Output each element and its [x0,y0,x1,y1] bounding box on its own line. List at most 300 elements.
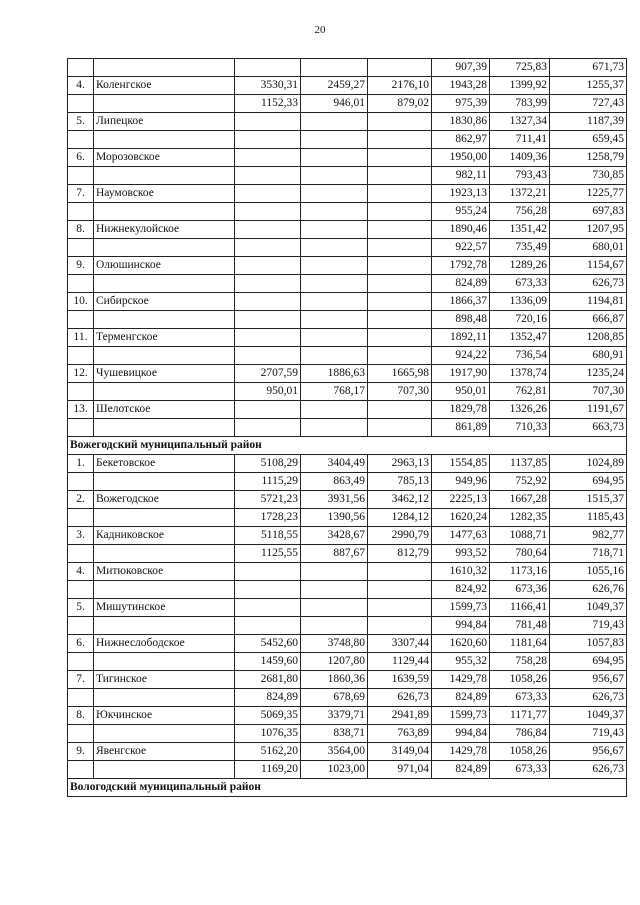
value-cell-6: 680,01 [550,239,627,257]
value-cell-5: 1166,41 [490,599,550,617]
row-number: 11. [68,329,94,347]
value-cell-6: 1225,77 [550,185,627,203]
value-cell-6: 626,73 [550,689,627,707]
table-row [68,545,627,563]
settlement-name [94,509,235,527]
value-cell-2: 863,49 [301,473,368,491]
value-cell-1 [235,275,301,293]
row-number [68,617,94,635]
value-cell-1 [235,113,301,131]
value-cell-3: 626,73 [368,689,432,707]
value-cell-6: 671,73 [550,59,627,77]
row-number: 7. [68,671,94,689]
value-cell-4: 1890,46 [432,221,490,239]
value-cell-4: 1892,11 [432,329,490,347]
value-cell-3 [368,329,432,347]
value-cell-1: 1459,60 [235,653,301,671]
row-number [68,311,94,329]
table-row [68,455,627,473]
value-cell-2 [301,221,368,239]
value-cell-5: 1352,47 [490,329,550,347]
row-number [68,419,94,437]
value-cell-5: 1137,85 [490,455,550,473]
value-cell-1 [235,185,301,203]
value-cell-1: 2707,59 [235,365,301,383]
value-cell-1 [235,257,301,275]
value-cell-2 [301,617,368,635]
value-cell-4: 994,84 [432,725,490,743]
table-row [68,365,627,383]
value-cell-5: 725,83 [490,59,550,77]
table-row [68,617,627,635]
value-cell-4: 862,97 [432,131,490,149]
value-cell-4: 1917,90 [432,365,490,383]
value-cell-3 [368,149,432,167]
settlement-name: Чушевицкое [94,365,235,383]
value-cell-5: 781,48 [490,617,550,635]
value-cell-1: 1169,20 [235,761,301,779]
value-cell-5: 1399,92 [490,77,550,95]
table-row [68,113,627,131]
table-row [68,293,627,311]
value-cell-2 [301,257,368,275]
value-cell-3 [368,59,432,77]
table-row [68,725,627,743]
table-row [68,275,627,293]
settlement-name: Шелотское [94,401,235,419]
value-cell-1 [235,311,301,329]
page-number: 20 [314,24,326,36]
value-cell-4: 1829,78 [432,401,490,419]
settlement-name: Бекетовское [94,455,235,473]
value-cell-4: 1923,13 [432,185,490,203]
value-cell-3 [368,257,432,275]
row-number [68,545,94,563]
value-cell-2 [301,149,368,167]
settlement-name [94,725,235,743]
value-cell-5: 720,16 [490,311,550,329]
value-cell-5: 711,41 [490,131,550,149]
value-cell-1 [235,221,301,239]
value-cell-5: 756,28 [490,203,550,221]
value-cell-2: 838,71 [301,725,368,743]
table-row [68,491,627,509]
value-cell-5: 673,33 [490,275,550,293]
value-cell-4: 949,96 [432,473,490,491]
settlement-name [94,419,235,437]
value-cell-6: 694,95 [550,473,627,491]
row-number: 5. [68,599,94,617]
value-cell-2 [301,203,368,221]
value-cell-5: 673,33 [490,689,550,707]
value-cell-1: 1076,35 [235,725,301,743]
row-number [68,725,94,743]
value-cell-1 [235,167,301,185]
value-cell-1 [235,581,301,599]
value-cell-4: 1610,32 [432,563,490,581]
settlement-name [94,617,235,635]
settlement-name: Нижнеслободское [94,635,235,653]
value-cell-5: 1351,42 [490,221,550,239]
row-number: 8. [68,707,94,725]
table-row [68,257,627,275]
value-cell-5: 752,92 [490,473,550,491]
table-row [68,59,627,77]
row-number: 1. [68,455,94,473]
value-cell-5: 762,81 [490,383,550,401]
table-row [68,581,627,599]
table-row [68,689,627,707]
value-cell-5: 1372,21 [490,185,550,203]
value-cell-2: 1860,36 [301,671,368,689]
settlement-name [94,761,235,779]
value-cell-3 [368,113,432,131]
value-cell-4: 824,89 [432,761,490,779]
settlement-name: Морозовское [94,149,235,167]
value-cell-4: 1950,00 [432,149,490,167]
value-cell-1: 5069,35 [235,707,301,725]
value-cell-2 [301,563,368,581]
value-cell-1 [235,131,301,149]
value-cell-1 [235,203,301,221]
value-cell-2 [301,293,368,311]
row-number [68,347,94,365]
value-cell-4: 1599,73 [432,599,490,617]
value-cell-5: 735,49 [490,239,550,257]
value-cell-6: 982,77 [550,527,627,545]
value-cell-3 [368,581,432,599]
table-row [68,419,627,437]
settlement-name: Юкчинское [94,707,235,725]
value-cell-5: 1088,71 [490,527,550,545]
row-number [68,509,94,527]
value-cell-2 [301,419,368,437]
value-cell-6: 1255,37 [550,77,627,95]
value-cell-2 [301,59,368,77]
value-cell-5: 1058,26 [490,743,550,761]
value-cell-4: 824,89 [432,689,490,707]
row-number [68,167,94,185]
value-cell-1 [235,599,301,617]
settlement-name: Тигинское [94,671,235,689]
value-cell-5: 783,99 [490,95,550,113]
value-cell-3: 1639,59 [368,671,432,689]
table-row [68,599,627,617]
value-cell-6: 680,91 [550,347,627,365]
value-cell-4: 1830,86 [432,113,490,131]
settlement-name [94,473,235,491]
value-cell-1: 5162,20 [235,743,301,761]
value-cell-1 [235,617,301,635]
value-cell-5: 1667,28 [490,491,550,509]
settlement-name: Вожегодское [94,491,235,509]
value-cell-6: 1154,67 [550,257,627,275]
table-row [68,203,627,221]
value-cell-3: 2176,10 [368,77,432,95]
table-row [68,563,627,581]
value-cell-5: 1058,26 [490,671,550,689]
value-cell-3: 2963,13 [368,455,432,473]
value-cell-2: 3564,00 [301,743,368,761]
settlement-name [94,131,235,149]
value-cell-2: 2459,27 [301,77,368,95]
value-cell-4: 1477,63 [432,527,490,545]
value-cell-4: 1429,78 [432,743,490,761]
value-cell-1: 5721,23 [235,491,301,509]
value-cell-2: 1207,80 [301,653,368,671]
row-number [68,131,94,149]
settlement-name [94,59,235,77]
value-cell-2: 3379,71 [301,707,368,725]
value-cell-6: 719,43 [550,725,627,743]
row-number: 9. [68,743,94,761]
settlement-name [94,653,235,671]
value-cell-6: 1194,81 [550,293,627,311]
table-row [68,383,627,401]
value-cell-6: 707,30 [550,383,627,401]
value-cell-3 [368,221,432,239]
value-cell-4: 1620,24 [432,509,490,527]
row-number [68,95,94,113]
value-cell-3 [368,401,432,419]
row-number: 5. [68,113,94,131]
row-number [68,203,94,221]
value-cell-6: 730,85 [550,167,627,185]
value-cell-5: 1326,26 [490,401,550,419]
value-cell-6: 1055,16 [550,563,627,581]
settlement-name [94,95,235,113]
row-number [68,761,94,779]
value-cell-3 [368,203,432,221]
value-cell-3: 3462,12 [368,491,432,509]
settlement-name: Мишутинское [94,599,235,617]
value-cell-1 [235,293,301,311]
table-row [68,167,627,185]
value-cell-1: 3530,31 [235,77,301,95]
value-cell-5: 1173,16 [490,563,550,581]
row-number: 13. [68,401,94,419]
value-cell-6: 719,43 [550,617,627,635]
settlement-name [94,347,235,365]
value-cell-1: 1115,29 [235,473,301,491]
value-cell-2 [301,401,368,419]
row-number: 12. [68,365,94,383]
value-cell-1: 5108,29 [235,455,301,473]
settlement-name [94,275,235,293]
value-cell-6: 1185,43 [550,509,627,527]
table-row [68,239,627,257]
value-cell-5: 736,54 [490,347,550,365]
row-number [68,239,94,257]
value-cell-6: 659,45 [550,131,627,149]
value-cell-3: 971,04 [368,761,432,779]
value-cell-2 [301,239,368,257]
value-cell-2 [301,167,368,185]
value-cell-6: 1049,37 [550,599,627,617]
value-cell-5: 1181,64 [490,635,550,653]
value-cell-6: 718,71 [550,545,627,563]
value-cell-2 [301,581,368,599]
settlement-name [94,239,235,257]
value-cell-3 [368,293,432,311]
value-cell-6: 626,76 [550,581,627,599]
settlement-name [94,581,235,599]
value-cell-2: 1023,00 [301,761,368,779]
row-number: 6. [68,149,94,167]
settlement-name: Кадниковское [94,527,235,545]
value-cell-4: 1429,78 [432,671,490,689]
value-cell-2: 1886,63 [301,365,368,383]
value-cell-6: 1208,85 [550,329,627,347]
value-cell-2 [301,329,368,347]
value-cell-6: 666,87 [550,311,627,329]
value-cell-5: 1289,26 [490,257,550,275]
value-cell-4: 2225,13 [432,491,490,509]
value-cell-3 [368,131,432,149]
value-cell-2 [301,347,368,365]
value-cell-4: 982,11 [432,167,490,185]
settlement-name: Наумовское [94,185,235,203]
table-row [68,527,627,545]
settlement-name: Коленгское [94,77,235,95]
value-cell-5: 1171,77 [490,707,550,725]
table-row [68,329,627,347]
value-cell-3 [368,347,432,365]
section-row [68,437,627,455]
value-cell-4: 824,89 [432,275,490,293]
row-number: 9. [68,257,94,275]
value-cell-3: 2941,89 [368,707,432,725]
row-number [68,275,94,293]
section-row [68,779,627,797]
value-cell-2: 678,69 [301,689,368,707]
value-cell-4: 861,89 [432,419,490,437]
table-body [68,59,627,797]
value-cell-3 [368,239,432,257]
value-cell-6: 1235,24 [550,365,627,383]
value-cell-1: 2681,80 [235,671,301,689]
value-cell-4: 907,39 [432,59,490,77]
value-cell-3 [368,419,432,437]
value-cell-6: 1191,67 [550,401,627,419]
settlement-name: Явенгское [94,743,235,761]
value-cell-3: 1284,12 [368,509,432,527]
table-row [68,473,627,491]
value-cell-6: 1057,83 [550,635,627,653]
value-cell-1 [235,347,301,365]
row-number [68,653,94,671]
section-title: Вожегодский муниципальный район [68,437,627,455]
table-row [68,401,627,419]
value-cell-2: 1390,56 [301,509,368,527]
value-cell-5: 1409,36 [490,149,550,167]
section-title: Вологодский муниципальный район [68,779,627,797]
value-cell-2 [301,131,368,149]
value-cell-4: 1866,37 [432,293,490,311]
value-cell-3: 3307,44 [368,635,432,653]
value-cell-6: 1258,79 [550,149,627,167]
value-cell-3 [368,563,432,581]
value-cell-2 [301,311,368,329]
value-cell-1: 1125,55 [235,545,301,563]
table-row [68,347,627,365]
value-cell-6: 956,67 [550,671,627,689]
value-cell-1: 824,89 [235,689,301,707]
value-cell-2 [301,185,368,203]
value-cell-4: 1792,78 [432,257,490,275]
value-cell-4: 950,01 [432,383,490,401]
value-cell-2 [301,275,368,293]
settlement-name: Олюшинское [94,257,235,275]
value-cell-3 [368,617,432,635]
table-row [68,311,627,329]
value-cell-1 [235,401,301,419]
value-cell-5: 793,43 [490,167,550,185]
value-cell-1: 5118,55 [235,527,301,545]
value-cell-2: 3931,56 [301,491,368,509]
row-number: 4. [68,563,94,581]
value-cell-4: 824,92 [432,581,490,599]
row-number: 3. [68,527,94,545]
settlement-name: Нижнекулойское [94,221,235,239]
row-number: 10. [68,293,94,311]
value-cell-1: 1152,33 [235,95,301,113]
value-cell-5: 1378,74 [490,365,550,383]
value-cell-3: 2990,79 [368,527,432,545]
table-row [68,707,627,725]
table-row [68,743,627,761]
value-cell-3: 763,89 [368,725,432,743]
value-cell-6: 1187,39 [550,113,627,131]
row-number [68,59,94,77]
value-cell-3 [368,311,432,329]
value-cell-4: 922,57 [432,239,490,257]
value-cell-6: 663,73 [550,419,627,437]
value-cell-2: 768,17 [301,383,368,401]
settlement-name [94,203,235,221]
value-cell-1 [235,149,301,167]
settlement-name: Терменгское [94,329,235,347]
value-cell-5: 786,84 [490,725,550,743]
value-cell-4: 994,84 [432,617,490,635]
value-cell-2: 887,67 [301,545,368,563]
table-row [68,509,627,527]
value-cell-5: 1282,35 [490,509,550,527]
value-cell-6: 1049,37 [550,707,627,725]
value-cell-3 [368,599,432,617]
value-cell-4: 975,39 [432,95,490,113]
tariff-table [67,58,627,797]
table-row [68,77,627,95]
value-cell-3: 812,79 [368,545,432,563]
settlement-name: Митюковское [94,563,235,581]
value-cell-4: 898,48 [432,311,490,329]
row-number [68,689,94,707]
value-cell-3 [368,167,432,185]
settlement-name [94,689,235,707]
value-cell-5: 673,36 [490,581,550,599]
value-cell-6: 626,73 [550,761,627,779]
table-row [68,185,627,203]
value-cell-2: 946,01 [301,95,368,113]
table-row [68,635,627,653]
value-cell-3 [368,275,432,293]
table-row [68,95,627,113]
value-cell-2: 3748,80 [301,635,368,653]
value-cell-5: 1327,34 [490,113,550,131]
value-cell-3: 3149,04 [368,743,432,761]
table-row [68,761,627,779]
